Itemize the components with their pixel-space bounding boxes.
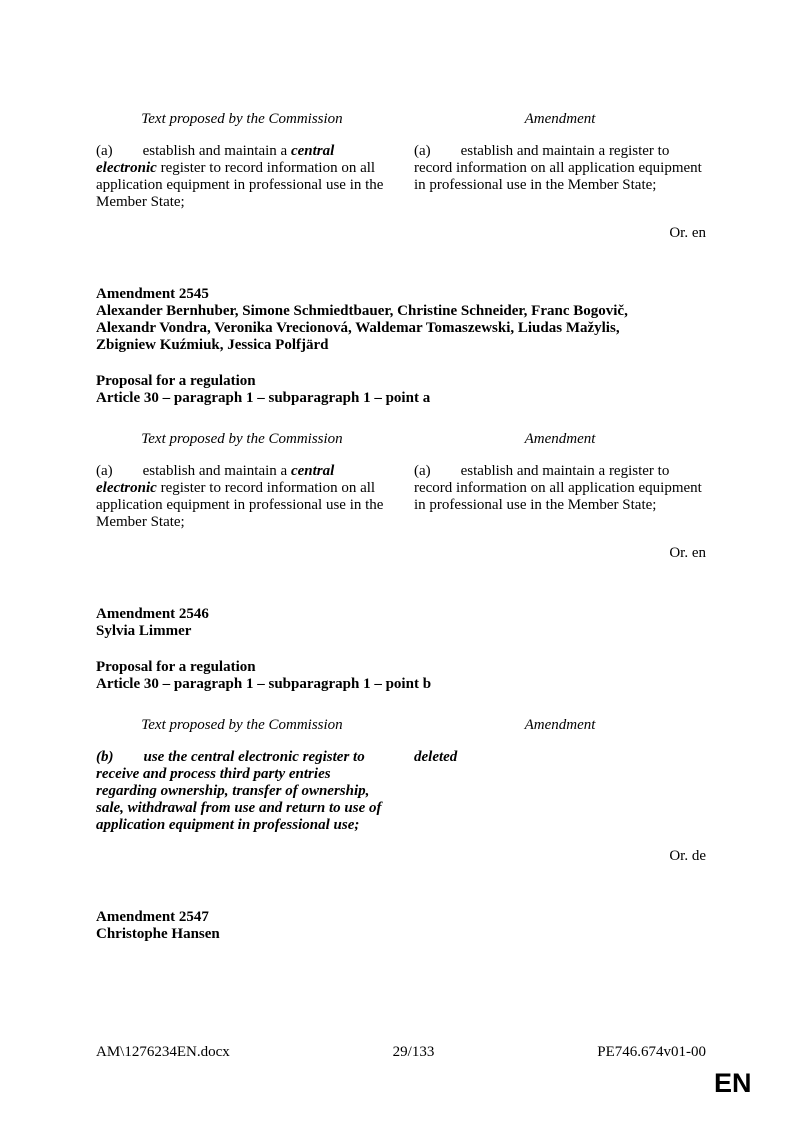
amendment-authors: [96, 926, 706, 943]
amendment-authors: [96, 303, 706, 354]
amendment-text-cell: [414, 143, 706, 211]
language-origin-label: Or. en: [669, 545, 706, 561]
page-content: [96, 111, 706, 943]
section-continued-amendment: [96, 111, 706, 242]
emphasized-text: central electronic: [96, 463, 335, 496]
footer-page-number: 29/133: [392, 1044, 435, 1060]
author-line: Alexandr Vondra, Veronika Vrecionová, Waldemar Tomaszewski, Liudas Mažylis,: [96, 320, 620, 336]
comparison-header-row: [96, 717, 706, 734]
amendment-column-header: Amendment: [524, 431, 596, 447]
comparison-body-row: [96, 143, 706, 211]
amendment-paragraph: (a) establish and maintain a register to record information on all application equipment in professional use in the Member State;: [414, 463, 702, 513]
article-reference: Article 30 – paragraph 1 – subparagraph 1 – point b: [96, 676, 432, 692]
comparison-header-row: [96, 111, 706, 128]
commission-column-header: Text proposed by the Commission: [141, 111, 343, 127]
commission-paragraph: [96, 143, 388, 211]
commission-text-cell: [96, 749, 388, 834]
text-run: register to record information on all application equipment in professional use in the Member State;: [96, 480, 384, 530]
text-run: (a) establish and maintain a: [96, 143, 291, 159]
section-amendment-2546: [96, 606, 706, 865]
comparison-body-row: [96, 463, 706, 531]
footer-filename: AM\1276234EN.docx: [96, 1044, 230, 1060]
text-run: register to record information on all application equipment in professional use in the Member State;: [96, 160, 384, 210]
author-line: Sylvia Limmer: [96, 623, 192, 639]
author-line: Christophe Hansen: [96, 926, 220, 942]
article-reference: Article 30 – paragraph 1 – subparagraph 1 – point a: [96, 390, 431, 406]
amendment-text-cell: [414, 749, 706, 834]
amendment-paragraph: deleted: [414, 749, 458, 765]
amendment-column-header: Amendment: [524, 111, 596, 127]
commission-text-cell: [96, 143, 388, 211]
language-origin-label: Or. de: [669, 848, 706, 864]
amendment-number: Amendment 2546: [96, 606, 209, 622]
amendment-column-header: Amendment: [524, 717, 596, 733]
amendment-number: Amendment 2545: [96, 286, 209, 302]
commission-column-header: Text proposed by the Commission: [141, 717, 343, 733]
language-badge: EN: [714, 1068, 752, 1098]
proposal-label: Proposal for a regulation: [96, 373, 256, 389]
comparison-header-row: [96, 431, 706, 448]
amendment-number: Amendment 2547: [96, 909, 209, 925]
amendment-paragraph: (a) establish and maintain a register to record information on all application equipment in professional use in the Member State;: [414, 143, 702, 193]
page-footer: [96, 1044, 706, 1061]
comparison-body-row: [96, 749, 706, 834]
amendment-authors: [96, 623, 706, 640]
emphasized-text: central electronic: [96, 143, 335, 176]
text-run: (a) establish and maintain a: [96, 463, 291, 479]
footer-reference: PE746.674v01-00: [597, 1044, 706, 1060]
commission-text-cell: [96, 463, 388, 531]
amendment-text-cell: [414, 463, 706, 531]
proposal-label: Proposal for a regulation: [96, 659, 256, 675]
author-line: Alexander Bernhuber, Simone Schmiedtbauer, Christine Schneider, Franc Bogovič,: [96, 303, 628, 319]
language-origin-label: Or. en: [669, 225, 706, 241]
commission-column-header: Text proposed by the Commission: [141, 431, 343, 447]
commission-paragraph: (b) use the central electronic register to receive and process third party entries regarding ownership, transfer of ownership, sale, withdrawal from use and return to use of application equipment in professional use;: [96, 749, 382, 833]
commission-paragraph: [96, 463, 388, 531]
section-amendment-2547: [96, 909, 706, 943]
section-amendment-2545: [96, 286, 706, 562]
author-line: Zbigniew Kuźmiuk, Jessica Polfjärd: [96, 337, 329, 353]
